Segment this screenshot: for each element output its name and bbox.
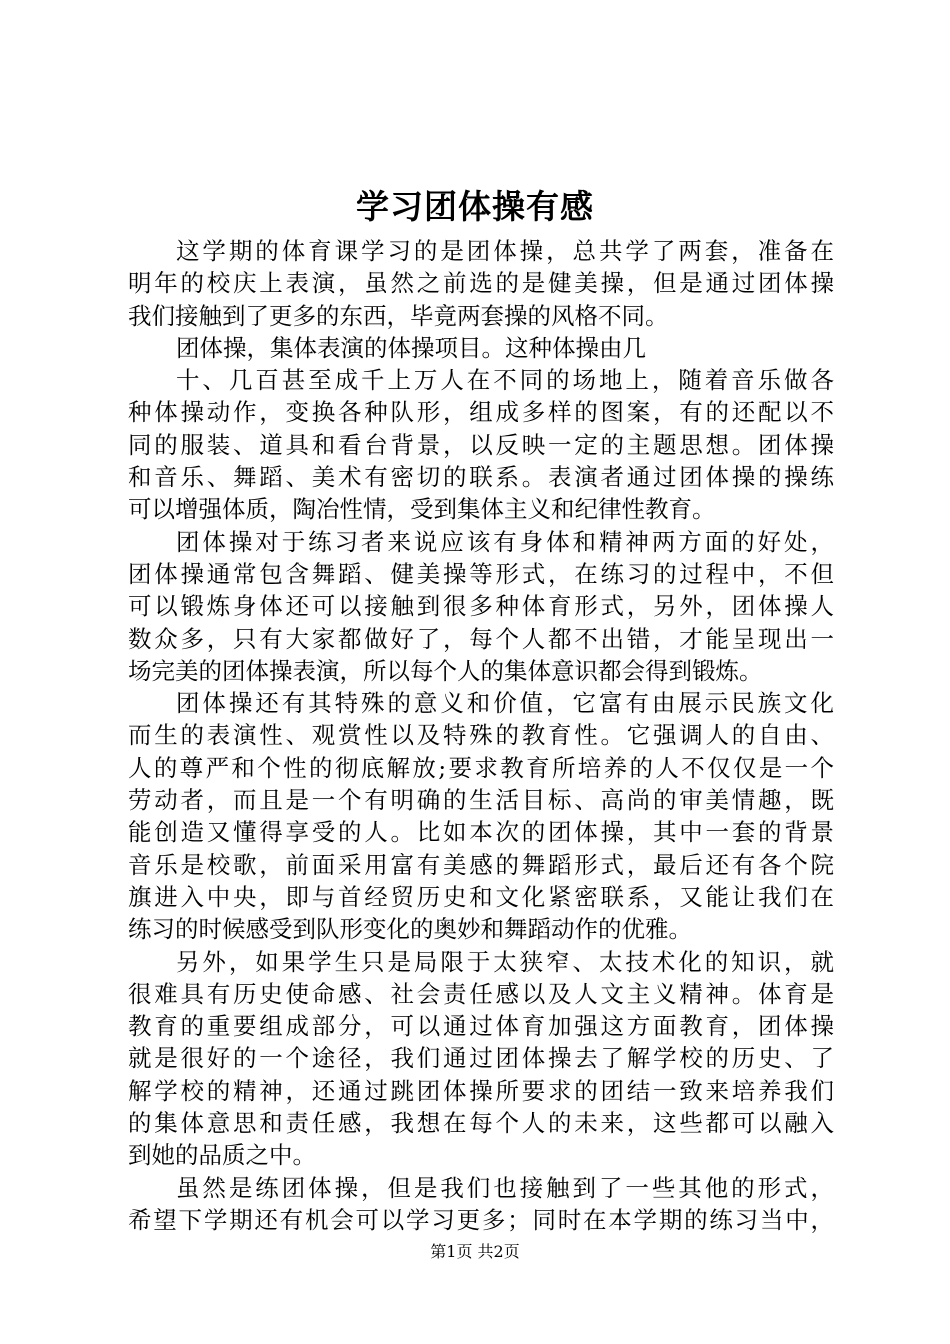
text-line: 团体操通常包含舞蹈、健美操等形式，在练习的过程中，不但 (128, 559, 834, 588)
text-line: 人的尊严和个性的彻底解放;要求教育所培养的人不仅仅是一个 (128, 753, 834, 782)
text-line: 团体操还有其特殊的意义和价值，它富有由展示民族文化 (176, 689, 834, 718)
text-line: 能创造又懂得享受的人。比如本次的团体操，其中一套的背景 (128, 818, 834, 847)
text-line: 这学期的体育课学习的是团体操，总共学了两套，准备在 (176, 237, 834, 265)
text-line: 数众多，只有大家都做好了，每个人都不出错，才能呈现出一 (128, 624, 834, 653)
text-line: 另外，如果学生只是局限于太狭窄、太技术化的知识，就 (176, 947, 834, 976)
text-line: 的集体意思和责任感，我想在每个人的未来，这些都可以融入 (128, 1109, 834, 1138)
text-line: 同的服装、道具和看台背景，以反映一定的主题思想。团体操 (128, 430, 834, 459)
text-line: 十、几百甚至成千上万人在不同的场地上，随着音乐做各 (176, 366, 834, 395)
page-footer: 第1页 共2页 (430, 1242, 520, 1261)
text-line: 我们接触到了更多的东西，毕竟两套操的风格不同。 (128, 301, 669, 330)
text-line: 旗进入中央，即与首经贸历史和文化紧密联系，又能让我们在 (128, 882, 834, 911)
text-line: 希望下学期还有机会可以学习更多；同时在本学期的练习当中， (128, 1205, 834, 1234)
text-line: 虽然是练团体操，但是我们也接触到了一些其他的形式， (176, 1173, 834, 1202)
text-line: 音乐是校歌，前面采用富有美感的舞蹈形式，最后还有各个院 (128, 850, 834, 879)
text-line: 和音乐、舞蹈、美术有密切的联系。表演者通过团体操的操练 (128, 463, 834, 492)
text-line: 劳动者，而且是一个有明确的生活目标、高尚的审美情趣，既 (128, 786, 834, 815)
document-title: 学习团体操有感 (356, 187, 594, 226)
text-line: 场完美的团体操表演，所以每个人的集体意识都会得到锻炼。 (128, 656, 763, 685)
text-line: 团体操对于练习者来说应该有身体和精神两方面的好处， (176, 527, 834, 556)
text-line: 可以增强体质，陶冶性情，受到集体主义和纪律性教育。 (128, 495, 716, 524)
text-line: 练习的时候感受到队形变化的奥妙和舞蹈动作的优雅。 (128, 915, 692, 944)
text-line: 到她的品质之中。 (128, 1141, 316, 1170)
text-line: 团体操，集体表演的体操项目。这种体操由几 (176, 333, 646, 362)
text-line: 可以锻炼身体还可以接触到很多种体育形式，另外，团体操人 (128, 592, 834, 621)
text-line: 解学校的精神，还通过跳团体操所要求的团结一致来培养我们 (128, 1076, 834, 1105)
text-line: 就是很好的一个途径，我们通过团体操去了解学校的历史、了 (128, 1044, 834, 1073)
text-line: 而生的表演性、观赏性以及特殊的教育性。它强调人的自由、 (128, 721, 834, 750)
text-line: 教育的重要组成部分，可以通过体育加强这方面教育，团体操 (128, 1012, 834, 1041)
text-line: 种体操动作，变换各种队形，组成多样的图案，有的还配以不 (128, 398, 834, 427)
text-line: 很难具有历史使命感、社会责任感以及人文主义精神。体育是 (128, 979, 834, 1008)
text-line: 明年的校庆上表演，虽然之前选的是健美操，但是通过团体操 (128, 269, 834, 298)
document-body (128, 235, 834, 1236)
